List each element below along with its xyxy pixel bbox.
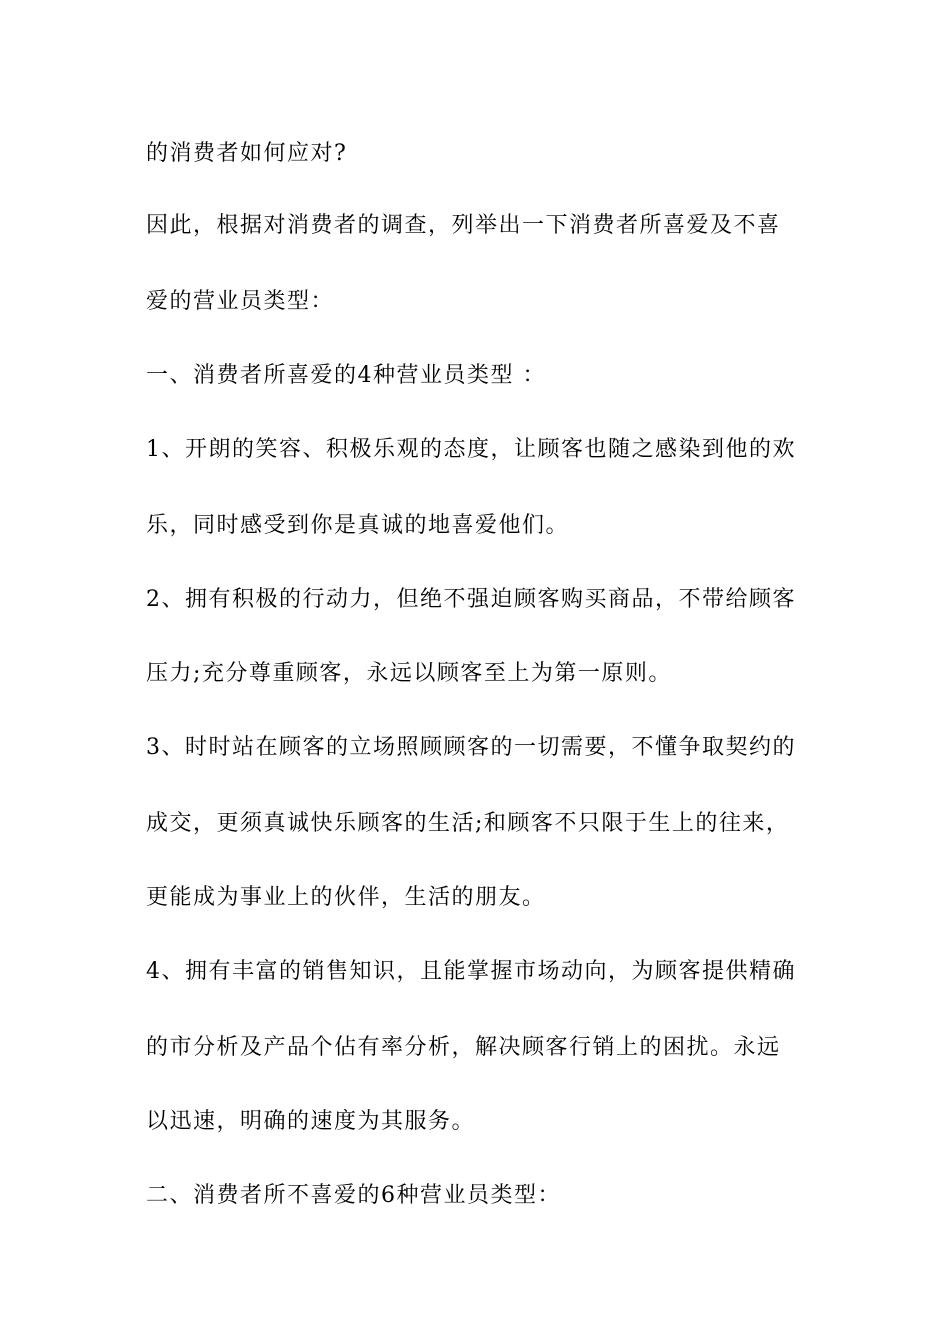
text-line: 3、时时站在顾客的立场照顾顾客的一切需要，不懂争取契约的 [146, 735, 796, 760]
text-line: 的消费者如何应对? [146, 141, 348, 166]
text-line: 成交，更须真诚快乐顾客的生活;和顾客不只限于生上的往来， [146, 811, 790, 836]
text-line: 4、拥有丰富的销售知识，且能掌握市场动向，为顾客提供精确 [146, 959, 796, 984]
text-line: 更能成为事业上的伙伴，生活的朋友。 [146, 885, 546, 910]
text-line: 因此，根据对消费者的调查，列举出一下消费者所喜爱及不喜 [146, 213, 781, 238]
text-line: 1、开朗的笑容、积极乐观的态度，让顾客也随之感染到他的欢 [146, 437, 796, 462]
text-line: 爱的营业员类型： [146, 289, 335, 314]
text-line: 的市分析及产品个佔有率分析，解决顾客行销上的困扰。永远 [146, 1035, 781, 1060]
text-line: 2、拥有积极的行动力，但绝不强迫顾客购买商品，不带给顾客 [146, 587, 796, 612]
section-heading: 二、消费者所不喜爱的6种营业员类型： [146, 1183, 561, 1208]
text-line: 乐，同时感受到你是真诚的地喜爱他们。 [146, 513, 570, 538]
text-line: 压力;充分尊重顾客，永远以顾客至上为第一原则。 [146, 661, 672, 686]
text-line: 以迅速，明确的速度为其服务。 [146, 1109, 476, 1134]
section-heading: 一、消费者所喜爱的4种营业员类型 ： [146, 363, 546, 388]
